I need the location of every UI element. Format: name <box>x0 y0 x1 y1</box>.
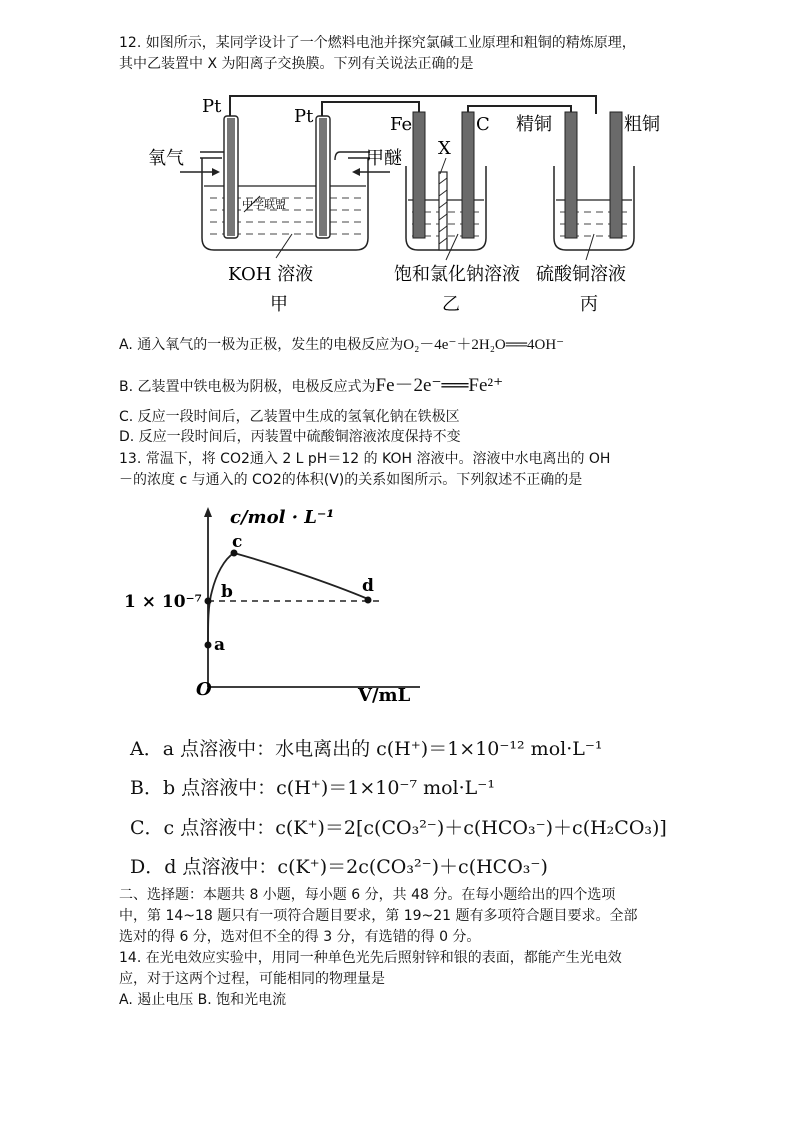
q12-option-c: C. 反应一段时间后，乙装置中生成的氢氧化钠在铁极区 <box>119 409 460 425</box>
q14-stem-line-1: 14. 在光电效应实验中，用同一种单色光先后照射锌和银的表面，都能产生光电效 <box>119 950 622 966</box>
nacl-solution-label: 饱和氯化钠溶液 <box>394 264 520 285</box>
crude-cu-label: 粗铜 <box>624 114 660 135</box>
q13-option-c: C．c 点溶液中：c(K⁺)＝2[c(CO₃²⁻)＋c(HCO₃⁻)＋c(H₂CO₃)] <box>130 817 667 839</box>
cation-exchange-membrane <box>439 172 447 250</box>
koh-solution-label: KOH 溶液 <box>228 264 314 285</box>
pt-label-right: Pt <box>294 106 314 127</box>
origin-label: O <box>196 679 212 700</box>
y-axis-label: c/mol · L⁻¹ <box>230 507 335 528</box>
crude-cu-electrode <box>610 112 622 238</box>
refined-cu-electrode <box>565 112 577 238</box>
q12-option-b <box>119 377 503 396</box>
oxygen-label: 氧气 <box>148 148 184 169</box>
device-bing-label: 丙 <box>580 294 598 315</box>
section2-line-2: 中，第 14~18 题只有一项符合题目要求，第 19~21 题有多项符合题目要求。全部 <box>119 908 638 924</box>
electrochem-apparatus-figure <box>140 88 700 320</box>
x-axis-label: V/mL <box>358 685 411 705</box>
q12-option-a <box>119 336 564 354</box>
pt-label-left: Pt <box>202 96 222 117</box>
cuso4-solution-label: 硫酸铜溶液 <box>536 264 626 285</box>
c-electrode <box>462 112 474 238</box>
q12-stem-line-1: 12. 如图所示，某同学设计了一个燃料电池并探究氯碱工业原理和粗铜的精炼原理， <box>119 35 636 51</box>
fe-label: Fe <box>390 114 413 135</box>
reference-value-label: 1 × 10⁻⁷ <box>124 592 202 612</box>
point-c-label: c <box>232 532 243 552</box>
watermark-text: 中学联盟 <box>242 198 286 211</box>
device-yi-label: 乙 <box>442 294 460 315</box>
section2-line-1: 二、选择题：本题共 8 小题，每小题 6 分，共 48 分。在每小题给出的四个选项 <box>119 887 616 903</box>
q13-option-d: D．d 点溶液中：c(K⁺)＝2c(CO₃²⁻)＋c(HCO₃⁻) <box>130 856 548 878</box>
q12-option-a-equation: O₂－4e⁻＋2H₂O══4OH⁻ <box>403 337 565 353</box>
point-d-label: d <box>362 576 374 596</box>
q12-option-b-equation: Fe－2e⁻══Fe²⁺ <box>375 375 504 396</box>
section2-line-3: 选对的得 6 分，选对但不全的得 3 分，有选错的得 0 分。 <box>119 929 481 945</box>
q12-stem-line-2: 其中乙装置中 X 为阳离子交换膜。下列有关说法正确的是 <box>119 56 474 72</box>
point-b-label: b <box>221 582 233 602</box>
q12-option-a-text: A. 通入氧气的一极为正极，发生的电极反应为 <box>119 337 404 353</box>
q12-option-d: D. 反应一段时间后，丙装置中硫酸铜溶液浓度保持不变 <box>119 429 461 445</box>
q14-stem-line-2: 应，对于这两个过程，可能相同的物理量是 <box>119 971 385 987</box>
point-d <box>365 597 372 604</box>
wire-c-to-refined-cu <box>468 106 571 114</box>
x-membrane-label: X <box>438 138 451 159</box>
q13-stem-line-1: 13. 常温下，将 CO2通入 2 L pH＝12 的 KOH 溶液中。溶液中水电离出的 OH <box>119 451 611 467</box>
q13-option-b: B．b 点溶液中：c(H⁺)＝1×10⁻⁷ mol·L⁻¹ <box>130 777 495 799</box>
c-label: C <box>476 114 490 135</box>
q14-options: A. 遏止电压 B. 饱和光电流 <box>119 992 287 1008</box>
device-jia-label: 甲 <box>270 294 288 315</box>
point-b <box>205 598 212 605</box>
point-a <box>205 642 212 649</box>
concentration-vs-volume-graph <box>120 505 440 705</box>
q12-option-b-text: B. 乙装置中铁电极为阴极，电极反应式为 <box>119 379 376 395</box>
q13-option-a: A．a 点溶液中：水电离出的 c(H⁺)＝1×10⁻¹² mol·L⁻¹ <box>130 738 603 760</box>
dimethyl-ether-label: 甲醚 <box>366 148 402 169</box>
fe-electrode <box>413 112 425 238</box>
point-a-label: a <box>214 635 226 655</box>
refined-cu-label: 精铜 <box>516 114 552 135</box>
q13-stem-line-2: －的浓度 c 与通入的 CO2的体积(V)的关系如图所示。下列叙述不正确的是 <box>119 472 583 488</box>
